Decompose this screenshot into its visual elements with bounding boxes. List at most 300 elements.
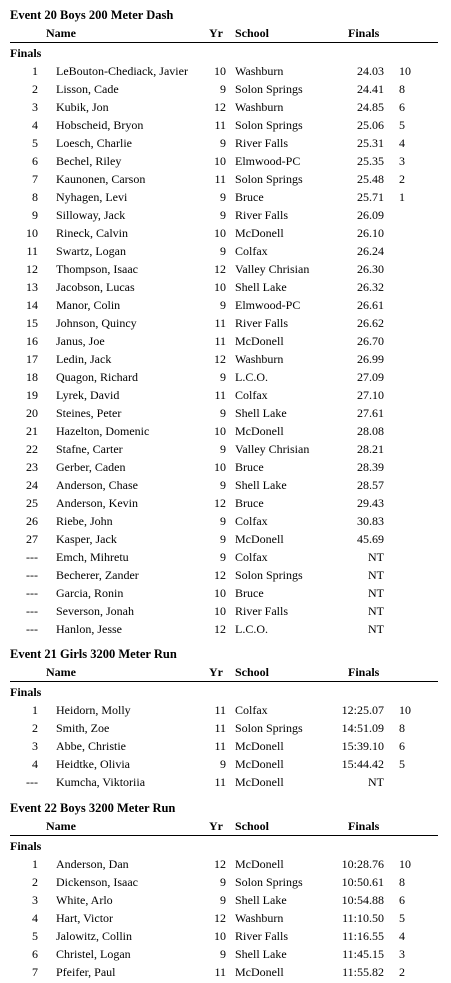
finals-time-cell: 26.10 (357, 226, 384, 240)
year-cell: 11 (214, 388, 226, 402)
year-cell: 9 (220, 136, 226, 150)
year-cell: 10 (214, 154, 226, 168)
table-row (0, 514, 451, 532)
table-row (0, 586, 451, 604)
place-cell: 6 (32, 947, 38, 961)
athlete-name-cell: Garcia, Ronin (56, 586, 124, 600)
school-cell: Colfax (235, 514, 268, 528)
finals-time-cell: 11:45.15 (342, 947, 384, 961)
school-cell: Elmwood-PC (235, 298, 301, 312)
athlete-name-cell: Silloway, Jack (56, 208, 126, 222)
athlete-name-cell: Nyhagen, Levi (56, 190, 128, 204)
year-cell: 12 (214, 568, 226, 582)
athlete-name-cell: Bechel, Riley (56, 154, 122, 168)
place-cell: 24 (26, 478, 38, 492)
school-cell: Solon Springs (235, 721, 303, 735)
points-cell: 10 (399, 857, 411, 871)
school-cell: McDonell (235, 739, 284, 753)
place-cell: 5 (32, 929, 38, 943)
place-cell: 1 (32, 64, 38, 78)
year-cell: 9 (220, 442, 226, 456)
year-cell: 9 (220, 82, 226, 96)
athlete-name-cell: Loesch, Charlie (56, 136, 132, 150)
school-cell: Valley Chrisian (235, 262, 310, 276)
finals-time-cell: NT (368, 586, 384, 600)
athlete-name-cell: Hobscheid, Bryon (56, 118, 144, 132)
athlete-name-cell: Quagon, Richard (56, 370, 138, 384)
finals-time-cell: 29.43 (357, 496, 384, 510)
athlete-name-cell: Anderson, Dan (56, 857, 129, 871)
place-cell: 2 (32, 875, 38, 889)
table-row (0, 370, 451, 388)
athlete-name-cell: Smith, Zoe (56, 721, 110, 735)
section-label-finals: Finals (10, 685, 42, 699)
school-cell: Colfax (235, 703, 268, 717)
table-row (0, 947, 451, 965)
finals-time-cell: 26.09 (357, 208, 384, 222)
year-cell: 11 (214, 334, 226, 348)
section-label-finals: Finals (10, 839, 42, 853)
year-cell: 12 (214, 911, 226, 925)
finals-time-cell: NT (368, 550, 384, 564)
athlete-name-cell: Ledin, Jack (56, 352, 112, 366)
year-cell: 9 (220, 208, 226, 222)
finals-time-cell: 25.31 (357, 136, 384, 150)
finals-time-cell: 14:51.09 (341, 721, 384, 735)
finals-time-cell: 24.03 (357, 64, 384, 78)
athlete-name-cell: Kumcha, Viktoriia (56, 775, 146, 789)
year-cell: 9 (220, 190, 226, 204)
header-rule (10, 42, 438, 43)
table-row (0, 64, 451, 82)
column-header-name: Name (46, 665, 76, 679)
finals-time-cell: 26.32 (357, 280, 384, 294)
place-cell: 3 (32, 893, 38, 907)
table-row (0, 190, 451, 208)
year-cell: 9 (220, 478, 226, 492)
event-title: Event 22 Boys 3200 Meter Run (10, 801, 176, 815)
year-cell: 9 (220, 370, 226, 384)
year-cell: 10 (214, 604, 226, 618)
year-cell: 10 (214, 424, 226, 438)
points-cell: 4 (399, 136, 405, 150)
place-cell: --- (26, 568, 38, 582)
year-cell: 9 (220, 550, 226, 564)
school-cell: Washburn (235, 352, 284, 366)
school-cell: Shell Lake (235, 893, 287, 907)
school-cell: Shell Lake (235, 947, 287, 961)
place-cell: 2 (32, 82, 38, 96)
school-cell: McDonell (235, 532, 284, 546)
place-cell: 3 (32, 739, 38, 753)
school-cell: Shell Lake (235, 406, 287, 420)
place-cell: 10 (26, 226, 38, 240)
finals-time-cell: 11:55.82 (342, 965, 384, 979)
finals-time-cell: 26.24 (357, 244, 384, 258)
table-row (0, 262, 451, 280)
school-cell: Valley Chrisian (235, 442, 310, 456)
school-cell: McDonell (235, 857, 284, 871)
year-cell: 10 (214, 586, 226, 600)
place-cell: 26 (26, 514, 38, 528)
finals-time-cell: NT (368, 622, 384, 636)
school-cell: L.C.O. (235, 622, 268, 636)
place-cell: 16 (26, 334, 38, 348)
year-cell: 12 (214, 496, 226, 510)
finals-time-cell: 27.61 (357, 406, 384, 420)
athlete-name-cell: Christel, Logan (56, 947, 131, 961)
year-cell: 11 (214, 172, 226, 186)
table-row (0, 280, 451, 298)
school-cell: River Falls (235, 316, 288, 330)
table-row (0, 757, 451, 775)
place-cell: 7 (32, 172, 38, 186)
finals-time-cell: 24.85 (357, 100, 384, 114)
place-cell: 6 (32, 154, 38, 168)
place-cell: 4 (32, 757, 38, 771)
table-row (0, 604, 451, 622)
event-title: Event 21 Girls 3200 Meter Run (10, 647, 177, 661)
table-row (0, 965, 451, 983)
year-cell: 12 (214, 262, 226, 276)
place-cell: 18 (26, 370, 38, 384)
place-cell: 12 (26, 262, 38, 276)
place-cell: --- (26, 604, 38, 618)
athlete-name-cell: Swartz, Logan (56, 244, 126, 258)
year-cell: 11 (214, 316, 226, 330)
finals-time-cell: 11:10.50 (342, 911, 384, 925)
athlete-name-cell: Thompson, Isaac (56, 262, 138, 276)
school-cell: Bruce (235, 190, 264, 204)
athlete-name-cell: Anderson, Chase (56, 478, 138, 492)
finals-time-cell: 10:54.88 (341, 893, 384, 907)
finals-time-cell: 28.39 (357, 460, 384, 474)
school-cell: Washburn (235, 100, 284, 114)
place-cell: 5 (32, 136, 38, 150)
place-cell: 22 (26, 442, 38, 456)
points-cell: 6 (399, 893, 405, 907)
points-cell: 3 (399, 947, 405, 961)
school-cell: Solon Springs (235, 875, 303, 889)
athlete-name-cell: Hart, Victor (56, 911, 114, 925)
points-cell: 6 (399, 739, 405, 753)
finals-time-cell: 25.48 (357, 172, 384, 186)
athlete-name-cell: Gerber, Caden (56, 460, 126, 474)
athlete-name-cell: Hanlon, Jesse (56, 622, 122, 636)
athlete-name-cell: Rineck, Calvin (56, 226, 128, 240)
table-row (0, 478, 451, 496)
table-row (0, 775, 451, 793)
finals-time-cell: 26.30 (357, 262, 384, 276)
place-cell: 17 (26, 352, 38, 366)
athlete-name-cell: LeBouton-Chediack, Javier (56, 64, 188, 78)
school-cell: Solon Springs (235, 82, 303, 96)
year-cell: 12 (214, 352, 226, 366)
event-title: Event 20 Boys 200 Meter Dash (10, 8, 174, 22)
table-row (0, 316, 451, 334)
year-cell: 9 (220, 947, 226, 961)
finals-time-cell: 30.83 (357, 514, 384, 528)
year-cell: 11 (214, 739, 226, 753)
athlete-name-cell: Lyrek, David (56, 388, 120, 402)
place-cell: 11 (26, 244, 38, 258)
year-cell: 9 (220, 244, 226, 258)
year-cell: 10 (214, 280, 226, 294)
athlete-name-cell: Kubik, Jon (56, 100, 109, 114)
points-cell: 6 (399, 100, 405, 114)
header-rule (10, 835, 438, 836)
year-cell: 9 (220, 893, 226, 907)
school-cell: Shell Lake (235, 478, 287, 492)
school-cell: River Falls (235, 929, 288, 943)
table-row (0, 911, 451, 929)
table-row (0, 136, 451, 154)
finals-time-cell: 26.61 (357, 298, 384, 312)
athlete-name-cell: Pfeifer, Paul (56, 965, 116, 979)
table-row (0, 532, 451, 550)
place-cell: 14 (26, 298, 38, 312)
place-cell: --- (26, 586, 38, 600)
table-row (0, 82, 451, 100)
finals-time-cell: 28.57 (357, 478, 384, 492)
column-header-yr: Yr (209, 819, 223, 833)
table-row (0, 172, 451, 190)
athlete-name-cell: Manor, Colin (56, 298, 121, 312)
finals-time-cell: 10:50.61 (341, 875, 384, 889)
school-cell: Bruce (235, 586, 264, 600)
table-row (0, 739, 451, 757)
school-cell: Washburn (235, 64, 284, 78)
place-cell: 21 (26, 424, 38, 438)
finals-time-cell: 25.35 (357, 154, 384, 168)
year-cell: 9 (220, 514, 226, 528)
place-cell: 4 (32, 118, 38, 132)
finals-time-cell: 24.41 (357, 82, 384, 96)
school-cell: Colfax (235, 550, 268, 564)
finals-time-cell: 28.21 (357, 442, 384, 456)
school-cell: McDonell (235, 226, 284, 240)
athlete-name-cell: Jacobson, Lucas (56, 280, 135, 294)
table-row (0, 703, 451, 721)
athlete-name-cell: Dickenson, Isaac (56, 875, 138, 889)
athlete-name-cell: Kaunonen, Carson (56, 172, 146, 186)
year-cell: 10 (214, 226, 226, 240)
year-cell: 9 (220, 875, 226, 889)
table-row (0, 622, 451, 640)
place-cell: 3 (32, 100, 38, 114)
place-cell: 19 (26, 388, 38, 402)
place-cell: --- (26, 622, 38, 636)
points-cell: 5 (399, 118, 405, 132)
column-header-name: Name (46, 819, 76, 833)
finals-time-cell: 25.71 (357, 190, 384, 204)
year-cell: 11 (214, 703, 226, 717)
finals-time-cell: 12:25.07 (341, 703, 384, 717)
table-row (0, 226, 451, 244)
athlete-name-cell: Jalowitz, Collin (56, 929, 132, 943)
athlete-name-cell: Lisson, Cade (56, 82, 119, 96)
year-cell: 9 (220, 757, 226, 771)
athlete-name-cell: Kasper, Jack (56, 532, 117, 546)
table-row (0, 442, 451, 460)
points-cell: 8 (399, 721, 405, 735)
school-cell: McDonell (235, 334, 284, 348)
school-cell: Colfax (235, 244, 268, 258)
finals-time-cell: 27.09 (357, 370, 384, 384)
header-rule (10, 681, 438, 682)
table-row (0, 406, 451, 424)
place-cell: --- (26, 550, 38, 564)
place-cell: 20 (26, 406, 38, 420)
points-cell: 8 (399, 82, 405, 96)
section-label-finals: Finals (10, 46, 42, 60)
points-cell: 2 (399, 172, 405, 186)
school-cell: River Falls (235, 136, 288, 150)
school-cell: River Falls (235, 604, 288, 618)
table-row (0, 334, 451, 352)
school-cell: McDonell (235, 757, 284, 771)
school-cell: Washburn (235, 911, 284, 925)
athlete-name-cell: Heidorn, Molly (56, 703, 131, 717)
finals-time-cell: 26.99 (357, 352, 384, 366)
school-cell: River Falls (235, 208, 288, 222)
finals-time-cell: 25.06 (357, 118, 384, 132)
place-cell: 4 (32, 911, 38, 925)
year-cell: 9 (220, 532, 226, 546)
table-row (0, 208, 451, 226)
school-cell: Bruce (235, 496, 264, 510)
place-cell: 7 (32, 965, 38, 979)
finals-time-cell: 26.62 (357, 316, 384, 330)
athlete-name-cell: Emch, Mihretu (56, 550, 129, 564)
table-row (0, 893, 451, 911)
finals-time-cell: 11:16.55 (342, 929, 384, 943)
place-cell: 9 (32, 208, 38, 222)
school-cell: Shell Lake (235, 280, 287, 294)
year-cell: 11 (214, 775, 226, 789)
year-cell: 10 (214, 64, 226, 78)
year-cell: 11 (214, 118, 226, 132)
table-row (0, 298, 451, 316)
table-row (0, 244, 451, 262)
table-row (0, 154, 451, 172)
finals-time-cell: 15:44.42 (341, 757, 384, 771)
year-cell: 10 (214, 460, 226, 474)
points-cell: 8 (399, 875, 405, 889)
column-header-school: School (235, 665, 270, 679)
place-cell: 1 (32, 703, 38, 717)
column-header-finals: Finals (348, 26, 380, 40)
year-cell: 12 (214, 100, 226, 114)
place-cell: 8 (32, 190, 38, 204)
column-header-name: Name (46, 26, 76, 40)
school-cell: McDonell (235, 424, 284, 438)
finals-time-cell: 27.10 (357, 388, 384, 402)
year-cell: 11 (214, 965, 226, 979)
athlete-name-cell: Abbe, Christie (56, 739, 126, 753)
athlete-name-cell: Severson, Jonah (56, 604, 134, 618)
points-cell: 3 (399, 154, 405, 168)
athlete-name-cell: Steines, Peter (56, 406, 122, 420)
points-cell: 4 (399, 929, 405, 943)
table-row (0, 100, 451, 118)
table-row (0, 857, 451, 875)
school-cell: Solon Springs (235, 118, 303, 132)
school-cell: McDonell (235, 965, 284, 979)
column-header-yr: Yr (209, 26, 223, 40)
athlete-name-cell: Riebe, John (56, 514, 113, 528)
table-row (0, 875, 451, 893)
place-cell: 23 (26, 460, 38, 474)
school-cell: Colfax (235, 388, 268, 402)
finals-time-cell: NT (368, 604, 384, 618)
table-row (0, 118, 451, 136)
table-row (0, 929, 451, 947)
column-header-school: School (235, 26, 270, 40)
place-cell: 27 (26, 532, 38, 546)
finals-time-cell: 15:39.10 (341, 739, 384, 753)
school-cell: Bruce (235, 460, 264, 474)
athlete-name-cell: Stafne, Carter (56, 442, 123, 456)
points-cell: 5 (399, 757, 405, 771)
points-cell: 5 (399, 911, 405, 925)
place-cell: 1 (32, 857, 38, 871)
points-cell: 10 (399, 64, 411, 78)
school-cell: McDonell (235, 775, 284, 789)
athlete-name-cell: Hazelton, Domenic (56, 424, 150, 438)
finals-time-cell: 28.08 (357, 424, 384, 438)
place-cell: --- (26, 775, 38, 789)
athlete-name-cell: Heidtke, Olivia (56, 757, 130, 771)
year-cell: 12 (214, 857, 226, 871)
column-header-yr: Yr (209, 665, 223, 679)
finals-time-cell: NT (368, 568, 384, 582)
athlete-name-cell: White, Arlo (56, 893, 113, 907)
column-header-finals: Finals (348, 665, 380, 679)
school-cell: L.C.O. (235, 370, 268, 384)
athlete-name-cell: Johnson, Quincy (56, 316, 137, 330)
table-row (0, 496, 451, 514)
place-cell: 2 (32, 721, 38, 735)
place-cell: 25 (26, 496, 38, 510)
finals-time-cell: 26.70 (357, 334, 384, 348)
table-row (0, 460, 451, 478)
year-cell: 10 (214, 929, 226, 943)
year-cell: 11 (214, 721, 226, 735)
column-header-finals: Finals (348, 819, 380, 833)
finals-time-cell: 45.69 (357, 532, 384, 546)
table-row (0, 721, 451, 739)
finals-time-cell: NT (368, 775, 384, 789)
points-cell: 1 (399, 190, 405, 204)
school-cell: Elmwood-PC (235, 154, 301, 168)
finals-time-cell: 10:28.76 (341, 857, 384, 871)
table-row (0, 352, 451, 370)
year-cell: 9 (220, 406, 226, 420)
column-header-school: School (235, 819, 270, 833)
points-cell: 10 (399, 703, 411, 717)
year-cell: 9 (220, 298, 226, 312)
place-cell: 13 (26, 280, 38, 294)
school-cell: Solon Springs (235, 172, 303, 186)
table-row (0, 424, 451, 442)
place-cell: 15 (26, 316, 38, 330)
school-cell: Solon Springs (235, 568, 303, 582)
table-row (0, 388, 451, 406)
athlete-name-cell: Becherer, Zander (56, 568, 139, 582)
table-row (0, 550, 451, 568)
athlete-name-cell: Anderson, Kevin (56, 496, 138, 510)
